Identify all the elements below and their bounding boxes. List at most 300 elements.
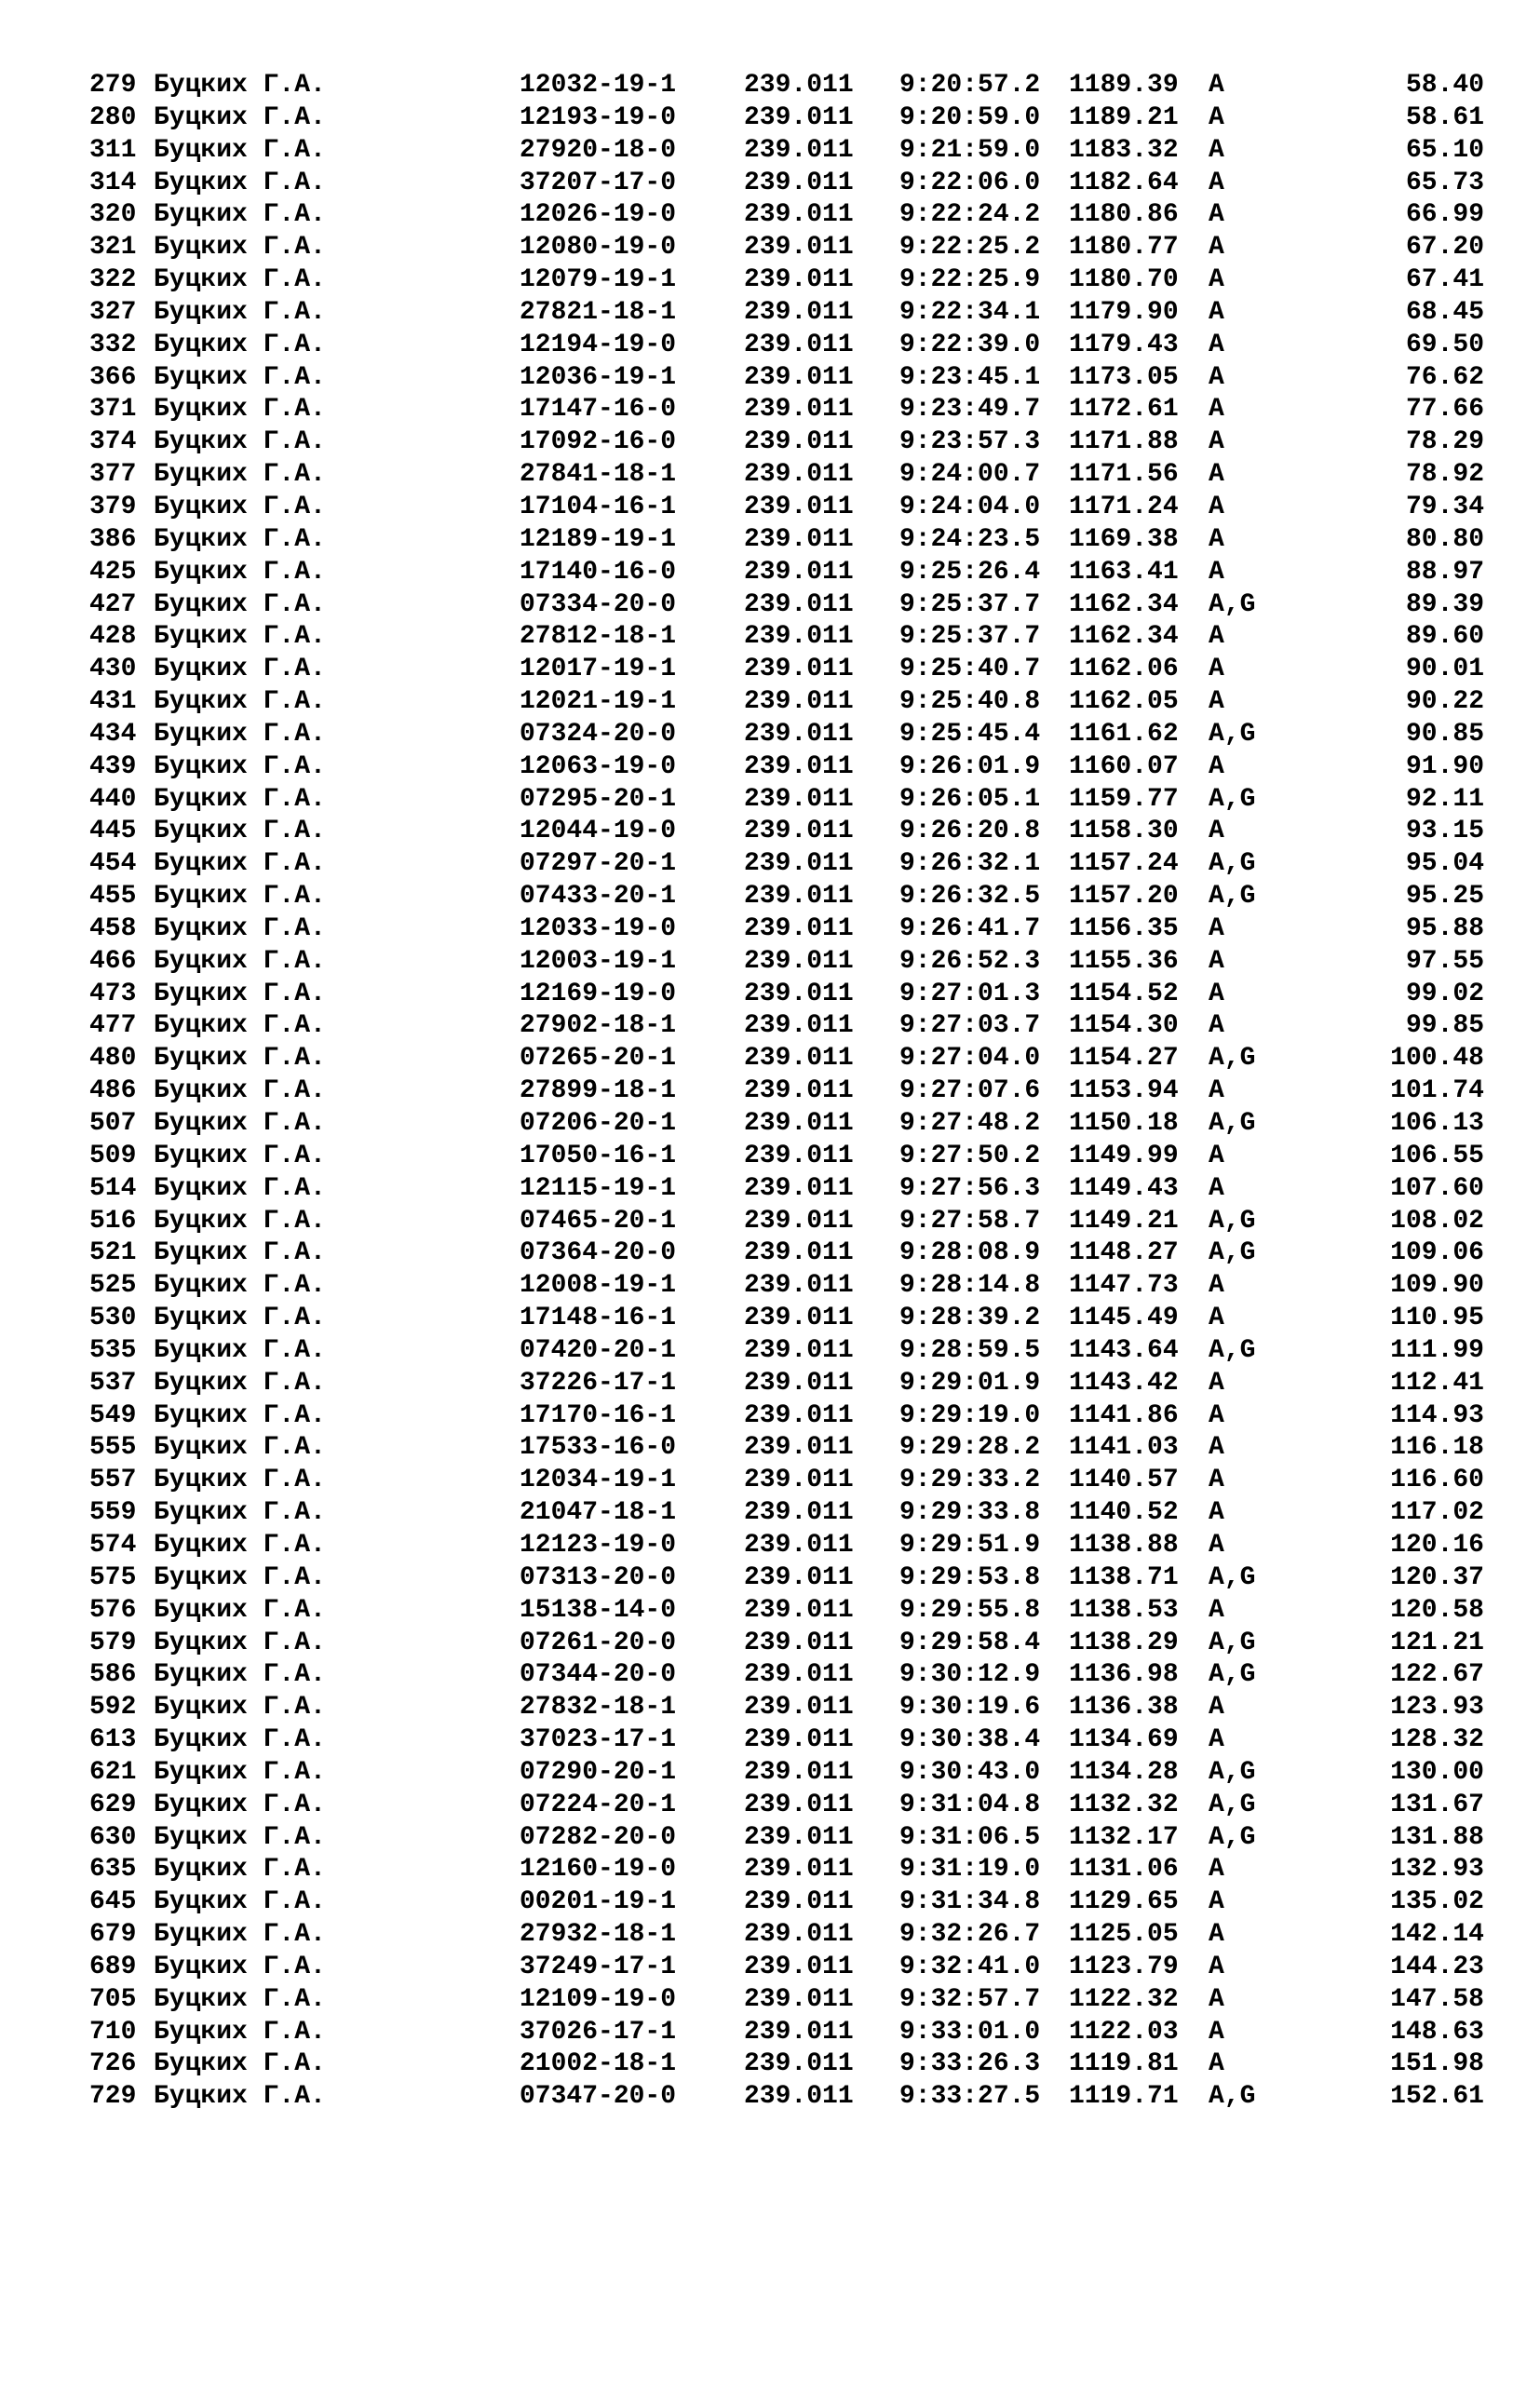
result-row bbox=[89, 1628, 1486, 1660]
distance-value: 239.011 bbox=[744, 1498, 854, 1528]
place-number: 621 bbox=[89, 1757, 137, 1787]
speed-value: 1143.64 bbox=[1069, 1335, 1179, 1365]
fancier-name: Буцких Г.А. bbox=[154, 297, 326, 327]
category-flag: A bbox=[1209, 1433, 1224, 1463]
ring-number: 07313-20-0 bbox=[520, 1562, 677, 1592]
arrival-time: 9:30:12.9 bbox=[899, 1660, 1041, 1690]
arrival-time: 9:22:25.2 bbox=[899, 233, 1041, 263]
category-flag: A bbox=[1209, 687, 1224, 717]
arrival-time: 9:22:24.2 bbox=[899, 200, 1041, 230]
result-row bbox=[89, 1984, 1486, 2017]
arrival-time: 9:23:49.7 bbox=[899, 395, 1041, 425]
distance-value: 239.011 bbox=[744, 1335, 854, 1365]
speed-value: 1149.99 bbox=[1069, 1141, 1179, 1170]
fancier-name: Буцких Г.А. bbox=[154, 589, 326, 619]
result-row bbox=[89, 264, 1486, 297]
result-row bbox=[89, 686, 1486, 719]
points-value: 65.73 bbox=[1405, 168, 1484, 197]
place-number: 327 bbox=[89, 297, 137, 327]
ring-number: 12160-19-0 bbox=[520, 1855, 677, 1885]
arrival-time: 9:29:19.0 bbox=[899, 1400, 1041, 1430]
points-value: 147.58 bbox=[1390, 1984, 1484, 2014]
distance-value: 239.011 bbox=[744, 233, 854, 263]
result-row bbox=[89, 557, 1486, 589]
result-row bbox=[89, 913, 1486, 946]
fancier-name: Буцких Г.А. bbox=[154, 1466, 326, 1495]
arrival-time: 9:29:33.8 bbox=[899, 1498, 1041, 1528]
result-row bbox=[89, 1108, 1486, 1141]
ring-number: 07465-20-1 bbox=[520, 1206, 677, 1236]
arrival-time: 9:27:07.6 bbox=[899, 1076, 1041, 1106]
speed-value: 1163.41 bbox=[1069, 557, 1179, 587]
distance-value: 239.011 bbox=[744, 1433, 854, 1463]
place-number: 575 bbox=[89, 1562, 137, 1592]
ring-number: 12194-19-0 bbox=[520, 330, 677, 359]
ring-number: 12079-19-1 bbox=[520, 265, 677, 295]
result-row bbox=[89, 1368, 1486, 1400]
place-number: 430 bbox=[89, 655, 137, 684]
result-row bbox=[89, 979, 1486, 1011]
speed-value: 1122.03 bbox=[1069, 2017, 1179, 2047]
result-row bbox=[89, 1173, 1486, 1206]
category-flag: A bbox=[1209, 1173, 1224, 1203]
speed-value: 1122.32 bbox=[1069, 1984, 1179, 2014]
points-value: 152.61 bbox=[1390, 2082, 1484, 2112]
ring-number: 17147-16-0 bbox=[520, 395, 677, 425]
result-row bbox=[89, 1303, 1486, 1335]
points-value: 67.20 bbox=[1405, 233, 1484, 263]
category-flag: A bbox=[1209, 1952, 1224, 1981]
points-value: 66.99 bbox=[1405, 200, 1484, 230]
arrival-time: 9:27:56.3 bbox=[899, 1173, 1041, 1203]
result-row bbox=[89, 1595, 1486, 1628]
points-value: 130.00 bbox=[1390, 1757, 1484, 1787]
points-value: 120.16 bbox=[1390, 1530, 1484, 1560]
fancier-name: Буцких Г.А. bbox=[154, 687, 326, 717]
points-value: 90.85 bbox=[1405, 719, 1484, 749]
points-value: 142.14 bbox=[1390, 1920, 1484, 1950]
fancier-name: Буцких Г.А. bbox=[154, 1984, 326, 2014]
fancier-name: Буцких Г.А. bbox=[154, 2049, 326, 2079]
ring-number: 27920-18-0 bbox=[520, 135, 677, 165]
category-flag: A bbox=[1209, 622, 1224, 652]
distance-value: 239.011 bbox=[744, 1790, 854, 1819]
fancier-name: Буцких Г.А. bbox=[154, 1011, 326, 1041]
arrival-time: 9:24:23.5 bbox=[899, 524, 1041, 554]
fancier-name: Буцких Г.А. bbox=[154, 102, 326, 132]
speed-value: 1140.57 bbox=[1069, 1466, 1179, 1495]
fancier-name: Буцких Г.А. bbox=[154, 200, 326, 230]
points-value: 132.93 bbox=[1390, 1855, 1484, 1885]
distance-value: 239.011 bbox=[744, 1628, 854, 1657]
category-flag: A bbox=[1209, 135, 1224, 165]
result-row bbox=[89, 946, 1486, 979]
place-number: 458 bbox=[89, 913, 137, 943]
points-value: 144.23 bbox=[1390, 1952, 1484, 1981]
distance-value: 239.011 bbox=[744, 1595, 854, 1625]
category-flag: A bbox=[1209, 460, 1224, 490]
place-number: 574 bbox=[89, 1530, 137, 1560]
category-flag: A bbox=[1209, 427, 1224, 457]
points-value: 108.02 bbox=[1390, 1206, 1484, 1236]
speed-value: 1132.32 bbox=[1069, 1790, 1179, 1819]
arrival-time: 9:31:06.5 bbox=[899, 1822, 1041, 1852]
fancier-name: Буцких Г.А. bbox=[154, 135, 326, 165]
fancier-name: Буцких Г.А. bbox=[154, 1530, 326, 1560]
points-value: 68.45 bbox=[1405, 297, 1484, 327]
points-value: 100.48 bbox=[1390, 1044, 1484, 1074]
fancier-name: Буцких Г.А. bbox=[154, 655, 326, 684]
category-flag: A bbox=[1209, 1498, 1224, 1528]
ring-number: 07347-20-0 bbox=[520, 2082, 677, 2112]
category-flag: A bbox=[1209, 1984, 1224, 2014]
category-flag: A,G bbox=[1209, 1044, 1256, 1074]
speed-value: 1134.28 bbox=[1069, 1757, 1179, 1787]
category-flag: A bbox=[1209, 1855, 1224, 1885]
fancier-name: Буцких Г.А. bbox=[154, 233, 326, 263]
category-flag: A,G bbox=[1209, 1335, 1256, 1365]
speed-value: 1157.20 bbox=[1069, 882, 1179, 912]
category-flag: A,G bbox=[1209, 1238, 1256, 1268]
distance-value: 239.011 bbox=[744, 492, 854, 521]
ring-number: 12032-19-1 bbox=[520, 71, 677, 100]
points-value: 93.15 bbox=[1405, 817, 1484, 846]
result-row bbox=[89, 1919, 1486, 1952]
place-number: 440 bbox=[89, 784, 137, 814]
place-number: 630 bbox=[89, 1822, 137, 1852]
fancier-name: Буцких Г.А. bbox=[154, 1790, 326, 1819]
fancier-name: Буцких Г.А. bbox=[154, 1920, 326, 1950]
arrival-time: 9:29:55.8 bbox=[899, 1595, 1041, 1625]
speed-value: 1132.17 bbox=[1069, 1822, 1179, 1852]
place-number: 629 bbox=[89, 1790, 137, 1819]
arrival-time: 9:23:45.1 bbox=[899, 362, 1041, 392]
results-list bbox=[89, 70, 1486, 2114]
ring-number: 07265-20-1 bbox=[520, 1044, 677, 1074]
speed-value: 1123.79 bbox=[1069, 1952, 1179, 1981]
place-number: 549 bbox=[89, 1400, 137, 1430]
result-row bbox=[89, 135, 1486, 168]
place-number: 705 bbox=[89, 1984, 137, 2014]
arrival-time: 9:27:04.0 bbox=[899, 1044, 1041, 1074]
arrival-time: 9:27:50.2 bbox=[899, 1141, 1041, 1170]
distance-value: 239.011 bbox=[744, 168, 854, 197]
result-row bbox=[89, 297, 1486, 330]
place-number: 480 bbox=[89, 1044, 137, 1074]
points-value: 95.04 bbox=[1405, 849, 1484, 879]
speed-value: 1171.88 bbox=[1069, 427, 1179, 457]
category-flag: A bbox=[1209, 395, 1224, 425]
fancier-name: Буцких Г.А. bbox=[154, 1757, 326, 1787]
distance-value: 239.011 bbox=[744, 1011, 854, 1041]
points-value: 148.63 bbox=[1390, 2017, 1484, 2047]
category-flag: A bbox=[1209, 524, 1224, 554]
distance-value: 239.011 bbox=[744, 817, 854, 846]
ring-number: 12169-19-0 bbox=[520, 979, 677, 1008]
result-row bbox=[89, 1659, 1486, 1692]
ring-number: 00201-19-1 bbox=[520, 1887, 677, 1917]
place-number: 557 bbox=[89, 1466, 137, 1495]
fancier-name: Буцких Г.А. bbox=[154, 1335, 326, 1365]
fancier-name: Буцких Г.А. bbox=[154, 849, 326, 879]
category-flag: A bbox=[1209, 1920, 1224, 1950]
result-row bbox=[89, 2048, 1486, 2081]
ring-number: 27812-18-1 bbox=[520, 622, 677, 652]
points-value: 128.32 bbox=[1390, 1725, 1484, 1755]
arrival-time: 9:25:37.7 bbox=[899, 622, 1041, 652]
category-flag: A bbox=[1209, 946, 1224, 976]
distance-value: 239.011 bbox=[744, 1984, 854, 2014]
ring-number: 17140-16-0 bbox=[520, 557, 677, 587]
ring-number: 12017-19-1 bbox=[520, 655, 677, 684]
points-value: 58.61 bbox=[1405, 102, 1484, 132]
arrival-time: 9:29:01.9 bbox=[899, 1368, 1041, 1398]
fancier-name: Буцких Г.А. bbox=[154, 979, 326, 1008]
points-value: 117.02 bbox=[1390, 1498, 1484, 1528]
points-value: 106.13 bbox=[1390, 1109, 1484, 1138]
distance-value: 239.011 bbox=[744, 1141, 854, 1170]
distance-value: 239.011 bbox=[744, 1466, 854, 1495]
result-row bbox=[89, 589, 1486, 622]
result-row bbox=[89, 199, 1486, 232]
points-value: 121.21 bbox=[1390, 1628, 1484, 1657]
distance-value: 239.011 bbox=[744, 719, 854, 749]
category-flag: A bbox=[1209, 492, 1224, 521]
place-number: 729 bbox=[89, 2082, 137, 2112]
category-flag: A,G bbox=[1209, 849, 1256, 879]
place-number: 710 bbox=[89, 2017, 137, 2047]
ring-number: 07433-20-1 bbox=[520, 882, 677, 912]
place-number: 537 bbox=[89, 1368, 137, 1398]
category-flag: A bbox=[1209, 1141, 1224, 1170]
points-value: 123.93 bbox=[1390, 1693, 1484, 1723]
distance-value: 239.011 bbox=[744, 1887, 854, 1917]
fancier-name: Буцких Г.А. bbox=[154, 1141, 326, 1170]
result-row bbox=[89, 70, 1486, 102]
speed-value: 1141.03 bbox=[1069, 1433, 1179, 1463]
points-value: 58.40 bbox=[1405, 71, 1484, 100]
place-number: 427 bbox=[89, 589, 137, 619]
category-flag: A bbox=[1209, 1466, 1224, 1495]
speed-value: 1136.98 bbox=[1069, 1660, 1179, 1690]
fancier-name: Буцких Г.А. bbox=[154, 2082, 326, 2112]
points-value: 109.06 bbox=[1390, 1238, 1484, 1268]
ring-number: 07224-20-1 bbox=[520, 1790, 677, 1819]
arrival-time: 9:25:40.7 bbox=[899, 655, 1041, 684]
points-value: 99.02 bbox=[1405, 979, 1484, 1008]
distance-value: 239.011 bbox=[744, 1238, 854, 1268]
category-flag: A bbox=[1209, 265, 1224, 295]
ring-number: 12115-19-1 bbox=[520, 1173, 677, 1203]
points-value: 107.60 bbox=[1390, 1173, 1484, 1203]
place-number: 322 bbox=[89, 265, 137, 295]
ring-number: 17092-16-0 bbox=[520, 427, 677, 457]
speed-value: 1182.64 bbox=[1069, 168, 1179, 197]
distance-value: 239.011 bbox=[744, 1076, 854, 1106]
points-value: 116.18 bbox=[1390, 1433, 1484, 1463]
distance-value: 239.011 bbox=[744, 1920, 854, 1950]
points-value: 90.22 bbox=[1405, 687, 1484, 717]
points-value: 131.88 bbox=[1390, 1822, 1484, 1852]
category-flag: A bbox=[1209, 1693, 1224, 1723]
speed-value: 1169.38 bbox=[1069, 524, 1179, 554]
fancier-name: Буцких Г.А. bbox=[154, 1304, 326, 1333]
distance-value: 239.011 bbox=[744, 1693, 854, 1723]
points-value: 88.97 bbox=[1405, 557, 1484, 587]
place-number: 425 bbox=[89, 557, 137, 587]
fancier-name: Буцких Г.А. bbox=[154, 1725, 326, 1755]
points-value: 91.90 bbox=[1405, 751, 1484, 781]
arrival-time: 9:33:01.0 bbox=[899, 2017, 1041, 2047]
fancier-name: Буцких Г.А. bbox=[154, 1693, 326, 1723]
place-number: 613 bbox=[89, 1725, 137, 1755]
arrival-time: 9:22:25.9 bbox=[899, 265, 1041, 295]
fancier-name: Буцких Г.А. bbox=[154, 1109, 326, 1138]
ring-number: 12123-19-0 bbox=[520, 1530, 677, 1560]
distance-value: 239.011 bbox=[744, 297, 854, 327]
distance-value: 239.011 bbox=[744, 1173, 854, 1203]
result-row bbox=[89, 1237, 1486, 1270]
arrival-time: 9:28:59.5 bbox=[899, 1335, 1041, 1365]
category-flag: A,G bbox=[1209, 1660, 1256, 1690]
fancier-name: Буцких Г.А. bbox=[154, 1206, 326, 1236]
arrival-time: 9:21:59.0 bbox=[899, 135, 1041, 165]
distance-value: 239.011 bbox=[744, 427, 854, 457]
ring-number: 07290-20-1 bbox=[520, 1757, 677, 1787]
category-flag: A bbox=[1209, 1368, 1224, 1398]
distance-value: 239.011 bbox=[744, 71, 854, 100]
ring-number: 07297-20-1 bbox=[520, 849, 677, 879]
points-value: 80.80 bbox=[1405, 524, 1484, 554]
arrival-time: 9:28:14.8 bbox=[899, 1271, 1041, 1301]
category-flag: A bbox=[1209, 2049, 1224, 2079]
points-value: 111.99 bbox=[1390, 1335, 1484, 1365]
fancier-name: Буцких Г.А. bbox=[154, 557, 326, 587]
category-flag: A bbox=[1209, 168, 1224, 197]
speed-value: 1162.06 bbox=[1069, 655, 1179, 684]
result-row bbox=[89, 459, 1486, 492]
result-row bbox=[89, 1010, 1486, 1043]
place-number: 535 bbox=[89, 1335, 137, 1365]
fancier-name: Буцких Г.А. bbox=[154, 427, 326, 457]
result-row bbox=[89, 1432, 1486, 1465]
points-value: 77.66 bbox=[1405, 395, 1484, 425]
distance-value: 239.011 bbox=[744, 882, 854, 912]
arrival-time: 9:26:32.1 bbox=[899, 849, 1041, 879]
fancier-name: Буцких Г.А. bbox=[154, 784, 326, 814]
arrival-time: 9:29:51.9 bbox=[899, 1530, 1041, 1560]
distance-value: 239.011 bbox=[744, 1271, 854, 1301]
category-flag: A bbox=[1209, 1400, 1224, 1430]
speed-value: 1154.27 bbox=[1069, 1044, 1179, 1074]
ring-number: 12026-19-0 bbox=[520, 200, 677, 230]
speed-value: 1131.06 bbox=[1069, 1855, 1179, 1885]
ring-number: 07324-20-0 bbox=[520, 719, 677, 749]
distance-value: 239.011 bbox=[744, 460, 854, 490]
speed-value: 1149.21 bbox=[1069, 1206, 1179, 1236]
points-value: 95.88 bbox=[1405, 913, 1484, 943]
result-row bbox=[89, 1075, 1486, 1108]
distance-value: 239.011 bbox=[744, 135, 854, 165]
ring-number: 21002-18-1 bbox=[520, 2049, 677, 2079]
place-number: 635 bbox=[89, 1855, 137, 1885]
distance-value: 239.011 bbox=[744, 1952, 854, 1981]
ring-number: 15138-14-0 bbox=[520, 1595, 677, 1625]
place-number: 726 bbox=[89, 2049, 137, 2079]
category-flag: A,G bbox=[1209, 589, 1256, 619]
ring-number: 07206-20-1 bbox=[520, 1109, 677, 1138]
ring-number: 07420-20-1 bbox=[520, 1335, 677, 1365]
points-value: 95.25 bbox=[1405, 882, 1484, 912]
ring-number: 07261-20-0 bbox=[520, 1628, 677, 1657]
place-number: 374 bbox=[89, 427, 137, 457]
distance-value: 239.011 bbox=[744, 849, 854, 879]
speed-value: 1171.56 bbox=[1069, 460, 1179, 490]
distance-value: 239.011 bbox=[744, 200, 854, 230]
category-flag: A,G bbox=[1209, 882, 1256, 912]
arrival-time: 9:30:19.6 bbox=[899, 1693, 1041, 1723]
arrival-time: 9:22:34.1 bbox=[899, 297, 1041, 327]
fancier-name: Буцких Г.А. bbox=[154, 751, 326, 781]
fancier-name: Буцких Г.А. bbox=[154, 1044, 326, 1074]
fancier-name: Буцких Г.А. bbox=[154, 1173, 326, 1203]
points-value: 78.92 bbox=[1405, 460, 1484, 490]
fancier-name: Буцких Г.А. bbox=[154, 265, 326, 295]
result-row bbox=[89, 330, 1486, 362]
arrival-time: 9:26:20.8 bbox=[899, 817, 1041, 846]
arrival-time: 9:31:34.8 bbox=[899, 1887, 1041, 1917]
fancier-name: Буцких Г.А. bbox=[154, 1400, 326, 1430]
speed-value: 1138.88 bbox=[1069, 1530, 1179, 1560]
result-row bbox=[89, 1497, 1486, 1530]
arrival-time: 9:32:26.7 bbox=[899, 1920, 1041, 1950]
arrival-time: 9:29:33.2 bbox=[899, 1466, 1041, 1495]
category-flag: A,G bbox=[1209, 1822, 1256, 1852]
speed-value: 1136.38 bbox=[1069, 1693, 1179, 1723]
result-row bbox=[89, 1530, 1486, 1562]
place-number: 377 bbox=[89, 460, 137, 490]
fancier-name: Буцких Г.А. bbox=[154, 1271, 326, 1301]
ring-number: 37023-17-1 bbox=[520, 1725, 677, 1755]
speed-value: 1154.30 bbox=[1069, 1011, 1179, 1041]
result-row bbox=[89, 232, 1486, 264]
fancier-name: Буцких Г.А. bbox=[154, 1368, 326, 1398]
fancier-name: Буцких Г.А. bbox=[154, 1498, 326, 1528]
place-number: 486 bbox=[89, 1076, 137, 1106]
place-number: 321 bbox=[89, 233, 137, 263]
arrival-time: 9:23:57.3 bbox=[899, 427, 1041, 457]
place-number: 455 bbox=[89, 882, 137, 912]
points-value: 109.90 bbox=[1390, 1271, 1484, 1301]
speed-value: 1162.05 bbox=[1069, 687, 1179, 717]
ring-number: 21047-18-1 bbox=[520, 1498, 677, 1528]
distance-value: 239.011 bbox=[744, 395, 854, 425]
speed-value: 1143.42 bbox=[1069, 1368, 1179, 1398]
ring-number: 07295-20-1 bbox=[520, 784, 677, 814]
place-number: 431 bbox=[89, 687, 137, 717]
category-flag: A,G bbox=[1209, 1757, 1256, 1787]
speed-value: 1173.05 bbox=[1069, 362, 1179, 392]
category-flag: A bbox=[1209, 751, 1224, 781]
fancier-name: Буцких Г.А. bbox=[154, 882, 326, 912]
fancier-name: Буцких Г.А. bbox=[154, 1076, 326, 1106]
speed-value: 1148.27 bbox=[1069, 1238, 1179, 1268]
category-flag: A bbox=[1209, 362, 1224, 392]
result-row bbox=[89, 784, 1486, 817]
arrival-time: 9:32:41.0 bbox=[899, 1952, 1041, 1981]
category-flag: A,G bbox=[1209, 1790, 1256, 1819]
ring-number: 12044-19-0 bbox=[520, 817, 677, 846]
